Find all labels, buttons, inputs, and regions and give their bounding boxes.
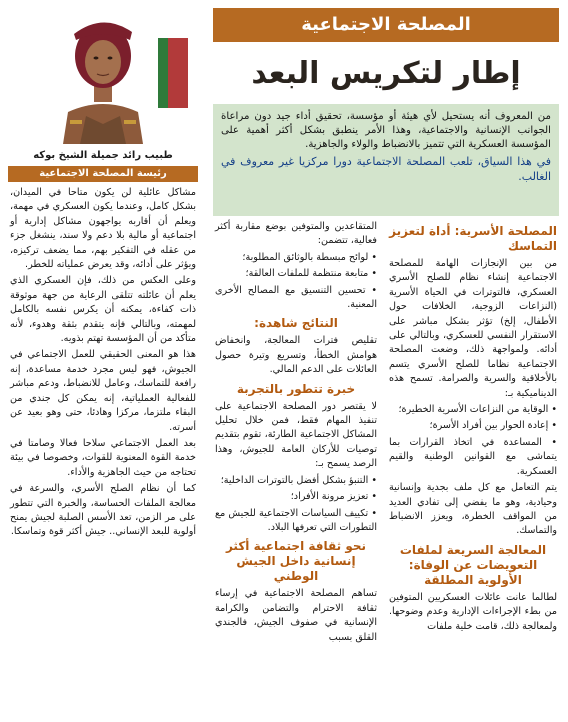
bullet-item: • الوقاية من النزاعات الأسرية الخطيرة؛ xyxy=(398,404,557,416)
bullet-item: • المساعدة في اتخاذ القرارات بما يتماشى مع القوانين الوطنية والقيم العسكرية. xyxy=(389,436,557,477)
paragraph: بعد العمل الاجتماعي سلاحا فعالا وصامتا في خدمة القوة المعنوية للقوات، وخصوصا في بيئة تحتاجه من حيث الجاهزية والأداء. xyxy=(10,437,196,478)
intro-paragraph: من المعروف أنه يستحيل لأي هيئة أو مؤسسة، تحقيق أداء جيد دون مراعاة الجوانب الإنسانية والاجتماعية، وهذا الأمر ينطبق بشكل أكثر أهمية على المؤسسة العسكرية التي تتميز بالانضباط والولاء والجاهزية. xyxy=(221,111,551,150)
main-title: إطار لتكريس البعد xyxy=(251,56,521,91)
column-middle xyxy=(213,216,379,716)
portrait-illustration xyxy=(8,8,198,144)
intro-highlight: في هذا السياق، تلعب المصلحة الاجتماعية دورا مركزيا غير معروف في الغالب. xyxy=(221,155,551,183)
paragraph: كما أن نظام الصلح الأسري، والسرعة في معالجة الملفات الحساسة، والخبرة التي تتطور على مر الزمن، تعد الأسس الصلبة لجيش يمنح أولوية للبعد الإنساني.. جيش أكثر قوة وتماسكا. xyxy=(10,483,196,538)
bullet-item: • التنبؤ بشكل أفضل بالتوترات الداخلية؛ xyxy=(220,474,377,486)
paragraph: من بين الإنجازات الهامة للمصلحة الاجتماعية إنشاء نظام للصلح الأسري العسكري، فالتوترات في الحياة الأسرية (النزاعات الزوجية، الخلافات حول الأطفال، إلخ) تؤثر بشكل مباشر على الاستقرار النفسي للعسكري، وبالتالي على أدائه. ولمواجهة ذلك، وضعت المصلحة الاجتماعية نظاما للصلح الأسري يتسم بالأخلاقية والسرية والصرامة. تسمح هذه الديناميكية بـ: xyxy=(389,258,557,399)
bullet-item: • تعزيز مرونة الأفراد؛ xyxy=(290,491,377,503)
heading-compensation: المعالجة السريعة لملفات التعويضات عن الوفاة: الأولوية المطلقة xyxy=(399,542,547,587)
bullet-item: • تكييف السياسات الاجتماعية للجيش مع التطورات التي تعرفها البلاد. xyxy=(215,507,377,533)
section-banner: المصلحة الاجتماعية xyxy=(213,8,559,42)
paragraph: مشاكل عائلية لن يكون متاحا في الميدان، بشكل كامل، وعندما يكون العسكري في مهمة، ويعلم أن أقاربه يواجهون مشاكل إدارية أو اجتماعية أو مالية بلا دعم ولا سند، ينشغل جزء من عقله في التفكير بهم، مما يضعف تركيزه، ويؤثر على أدائه، وقد يعرض عملياته للخطر. xyxy=(10,187,196,271)
paragraph: يتم التعامل مع كل ملف بجدية وإنسانية وحيادية، وهو ما يفضي إلى تفادي العديد من المواقف الخطرة، ويعزز الانضباط والتماسك. xyxy=(389,482,557,537)
portrait-caption-name: طبيب رائد جميلة الشيخ بوكه xyxy=(33,150,173,161)
bullet-item: • إعادة الحوار بين أفراد الأسرة؛ xyxy=(429,420,557,432)
column-right xyxy=(387,216,559,716)
paragraph: لطالما عانت عائلات العسكريين المتوفين من بطء الإجراءات الإدارية وعدم وضوحها. ولمعالجة ذلك، قامت خلية ملفات xyxy=(389,591,557,632)
bullet-item: • متابعة منتظمة للملفات العالقة؛ xyxy=(245,268,377,280)
portrait-photo xyxy=(8,8,198,144)
paragraph: هذا هو المعنى الحقيقي للعمل الاجتماعي في الجيوش، فهو ليس مجرد خدمة مساعدة، إنه رافعة للتماسك، وعامل للانضباط، ودعم مباشر للفعالية العملياتية، إنه يمكن كل جندي من البقاء ملتزما، مركزا وهادئا، حتى وهو بعيد عن أسرته. xyxy=(10,349,196,433)
paragraph: تساهم المصلحة الاجتماعية في إرساء ثقافة الاحترام والتضامن والكرامة الإنسانية في صفوف الجيش، فالجندي القلق بسبب xyxy=(215,588,377,643)
paragraph: وعلى العكس من ذلك، فإن العسكري الذي يعلم أن عائلته تتلقى الرعاية من جهة موثوقة ذات كفاءة، يمكنه أن يكرس نفسه بالكامل لمهمته، وبالتالي فإنه يتقدم بثقة وهدوء، لأنه متأكد من أن المؤسسة تهتم بذويه. xyxy=(10,275,196,345)
paragraph: لا يقتصر دور المصلحة الاجتماعية على تنفيذ المهام فقط، فمن خلال تحليل المشاكل الاجتماعية الطارئة، تقوم بتقديم توصيات للأركان العامة للجيوش، وهذا الرصد يسمح بـ: xyxy=(215,400,377,470)
bullet-item: • تحسين التنسيق مع المصالح الأخرى المعنية. xyxy=(215,284,377,311)
paragraph: تقليص فترات المعالجة، وانخفاض هوامش الخطأ، وتسريع وتيرة حصول العائلات على الدعم المالي. xyxy=(215,335,377,376)
heading-family-reconciliation: المصلحة الأسرية: أداة لتعزيز التماسك xyxy=(389,224,557,253)
intro-box xyxy=(213,104,559,216)
portrait-caption-role: رئيسة المصلحة الاجتماعية xyxy=(8,166,198,182)
heading-expertise: خبرة تتطور بالتجربة xyxy=(236,381,356,396)
heading-results: النتائج شاهدة: xyxy=(254,316,338,331)
paragraph: المتقاعدين والمتوفين بوضع مقاربة أكثر فعالية، تتضمن: xyxy=(215,221,377,247)
column-left xyxy=(8,182,198,716)
heading-culture: نحو ثقافة اجتماعية أكثر إنسانية داخل الجيش الوطني xyxy=(225,539,367,584)
bullet-item: • لوائح مبسطة بالوثائق المطلوبة؛ xyxy=(242,251,377,263)
